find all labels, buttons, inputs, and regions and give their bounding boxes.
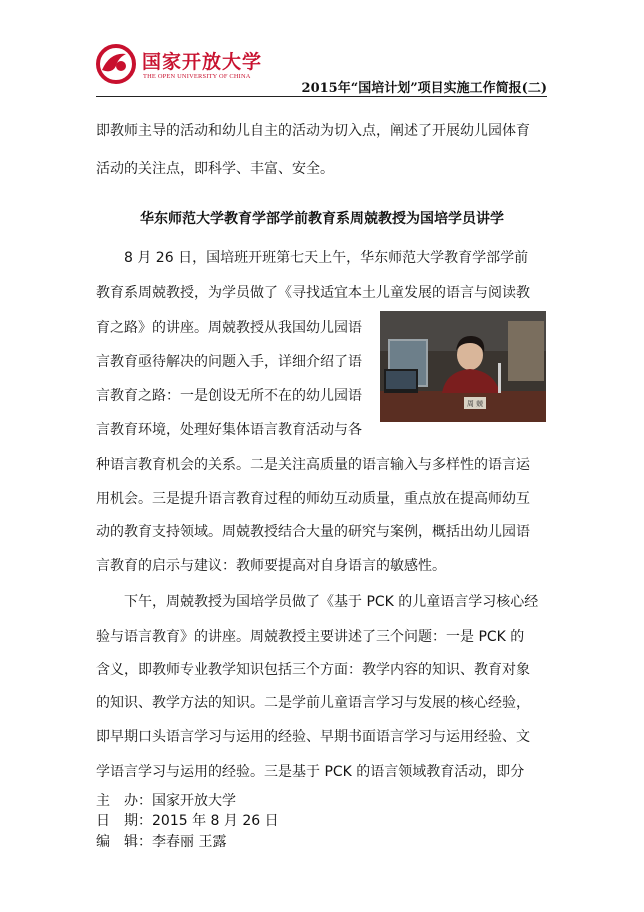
- text-line: 验与语言教育》的讲座。周兢教授主要讲述了三个问题：一是 PCK 的: [96, 629, 525, 645]
- text-line: 教育系周兢教授，为学员做了《寻找适宜本土儿童发展的语言与阅读教: [96, 285, 530, 301]
- text-line: 的知识、教学方法的知识。二是学前儿童语言学习与发展的核心经验，: [96, 695, 530, 711]
- footer-editor: 编 辑：李春丽 王露: [96, 834, 227, 850]
- text-line: 活动的关注点，即科学、丰富、安全。: [96, 161, 334, 177]
- text-line: 言教育的启示与建议：教师要提高对自身语言的敏感性。: [96, 558, 446, 574]
- footer-date: 日 期：2015 年 8 月 26 日: [96, 813, 279, 829]
- text-line: 言教育环境，处理好集体语言教育活动与各: [96, 422, 362, 438]
- lecture-photo-image: [380, 311, 546, 422]
- text-line: 即早期口头语言学习与运用的经验、早期书面语言学习与运用经验、文: [96, 729, 530, 745]
- text-line: 动的教育支持领域。周兢教授结合大量的研究与案例，概括出幼儿园语: [96, 524, 530, 540]
- lecture-photo: [380, 311, 546, 422]
- text-line: 言教育之路：一是创设无所不在的幼儿园语: [96, 388, 362, 404]
- text-line: 言教育亟待解决的问题入手，详细介绍了语: [96, 354, 362, 370]
- text-line: 下午，周兢教授为国培学员做了《基于 PCK 的儿童语言学习核心经: [96, 594, 539, 610]
- text-line: 8 月 26 日，国培班开班第七天上午，华东师范大学教育学部学前: [96, 250, 529, 266]
- text-line: 学语言学习与运用的经验。三是基于 PCK 的语言领域教育活动，即分: [96, 764, 525, 780]
- report-title: 2015年“国培计划”项目实施工作简报(二): [301, 81, 547, 96]
- text-line: 育之路》的讲座。周兢教授从我国幼儿园语: [96, 320, 362, 336]
- text-line: 即教师主导的活动和幼儿自主的活动为切入点，阐述了开展幼儿园体育: [96, 123, 530, 139]
- text-line: 用机会。三是提升语言教育过程的师幼互动质量，重点放在提高师幼互: [96, 491, 530, 507]
- footer-host: 主 办：国家开放大学: [96, 793, 236, 809]
- section-heading: 华东师范大学教育学部学前教育系周兢教授为国培学员讲学: [140, 211, 504, 227]
- org-name-en: THE OPEN UNIVERSITY OF CHINA: [143, 73, 251, 80]
- org-name-cn: 国家开放大学: [142, 51, 263, 73]
- name-plate: 周 兢: [466, 400, 484, 408]
- text-line: 含义，即教师专业教学知识包括三个方面：教学内容的知识、教育对象: [96, 662, 530, 678]
- university-logo-icon: [96, 44, 136, 84]
- text-line: 种语言教育机会的关系。二是关注高质量的语言输入与多样性的语言运: [96, 457, 530, 473]
- header-divider: [96, 96, 547, 97]
